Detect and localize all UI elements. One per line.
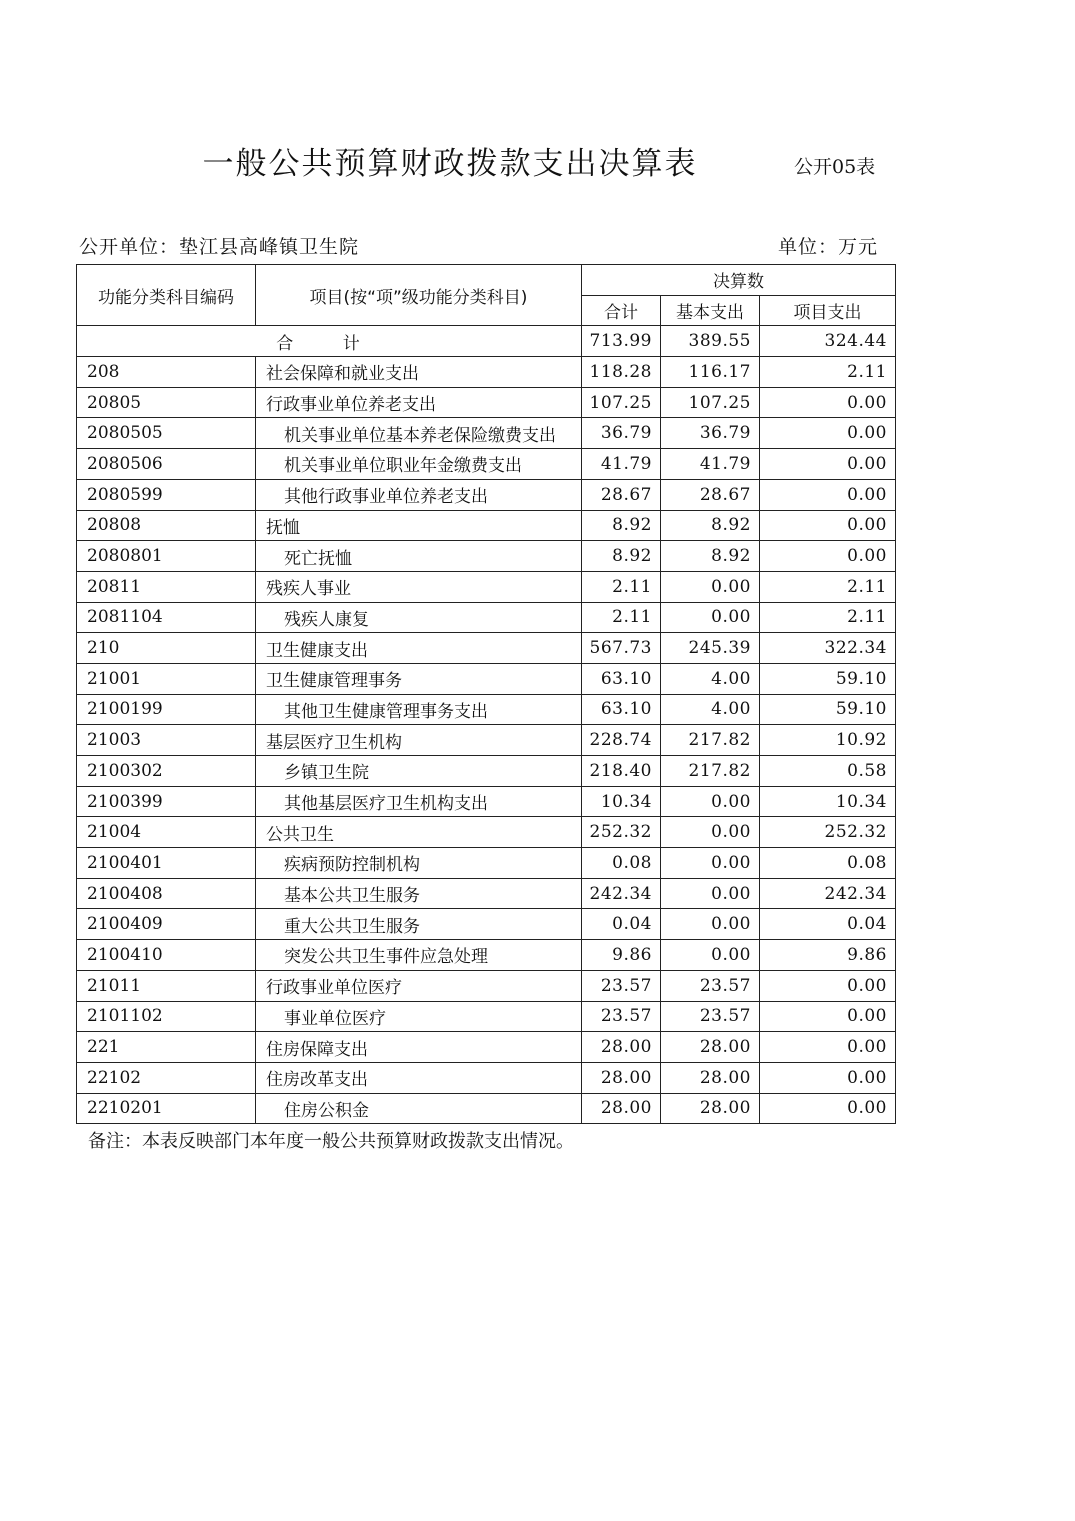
table-row — [77, 1032, 896, 1063]
row-name: 重大公共卫生服务 — [256, 909, 582, 940]
table-row — [77, 909, 896, 940]
row-code: 2100401 — [77, 848, 256, 879]
row-project: 2.11 — [760, 357, 896, 388]
row-total: 28.00 — [582, 1062, 661, 1093]
row-name: 行政事业单位养老支出 — [256, 387, 582, 418]
row-code: 2080506 — [77, 449, 256, 480]
row-basic: 0.00 — [661, 786, 760, 817]
row-total: 252.32 — [582, 817, 661, 848]
currency-unit: 单位：万元 — [778, 236, 879, 258]
row-name: 其他基层医疗卫生机构支出 — [256, 786, 582, 817]
row-code: 2081104 — [77, 602, 256, 633]
row-code: 21003 — [77, 725, 256, 756]
header-settlement: 决算数 — [582, 265, 896, 296]
row-total: 36.79 — [582, 418, 661, 449]
table-row — [77, 418, 896, 449]
row-basic: 217.82 — [661, 756, 760, 787]
row-code: 22102 — [77, 1062, 256, 1093]
row-name: 住房保障支出 — [256, 1032, 582, 1063]
row-total: 118.28 — [582, 357, 661, 388]
row-project: 322.34 — [760, 633, 896, 664]
row-code: 221 — [77, 1032, 256, 1063]
row-name: 疾病预防控制机构 — [256, 848, 582, 879]
row-project: 10.92 — [760, 725, 896, 756]
total-basic: 389.55 — [661, 326, 760, 357]
table-row — [77, 940, 896, 971]
table-row — [77, 479, 896, 510]
row-project: 0.00 — [760, 970, 896, 1001]
row-name: 卫生健康支出 — [256, 633, 582, 664]
row-basic: 28.67 — [661, 479, 760, 510]
row-total: 0.08 — [582, 848, 661, 879]
table-row — [77, 848, 896, 879]
row-code: 2080599 — [77, 479, 256, 510]
row-name: 基层医疗卫生机构 — [256, 725, 582, 756]
row-basic: 107.25 — [661, 387, 760, 418]
row-total: 28.67 — [582, 479, 661, 510]
total-total: 713.99 — [582, 326, 661, 357]
row-code: 21011 — [77, 970, 256, 1001]
row-basic: 28.00 — [661, 1093, 760, 1124]
table-row — [77, 387, 896, 418]
row-name: 残疾人事业 — [256, 571, 582, 602]
row-project: 0.58 — [760, 756, 896, 787]
row-code: 2100409 — [77, 909, 256, 940]
row-project: 0.00 — [760, 1093, 896, 1124]
header-basic: 基本支出 — [661, 295, 760, 326]
row-basic: 217.82 — [661, 725, 760, 756]
table-row — [77, 694, 896, 725]
reporting-unit: 公开单位：垫江县高峰镇卫生院 — [79, 236, 360, 258]
row-project: 252.32 — [760, 817, 896, 848]
table-row — [77, 1093, 896, 1124]
row-basic: 245.39 — [661, 633, 760, 664]
header-project: 项目支出 — [760, 295, 896, 326]
table-row — [77, 725, 896, 756]
row-total: 228.74 — [582, 725, 661, 756]
row-name: 其他卫生健康管理事务支出 — [256, 694, 582, 725]
row-basic: 28.00 — [661, 1062, 760, 1093]
total-project: 324.44 — [760, 326, 896, 357]
row-basic: 36.79 — [661, 418, 760, 449]
row-project: 59.10 — [760, 663, 896, 694]
table-row — [77, 571, 896, 602]
row-name: 住房改革支出 — [256, 1062, 582, 1093]
row-basic: 0.00 — [661, 940, 760, 971]
table-row — [77, 878, 896, 909]
row-basic: 0.00 — [661, 909, 760, 940]
row-name: 社会保障和就业支出 — [256, 357, 582, 388]
row-total: 28.00 — [582, 1032, 661, 1063]
row-name: 基本公共卫生服务 — [256, 878, 582, 909]
row-project: 59.10 — [760, 694, 896, 725]
row-total: 23.57 — [582, 1001, 661, 1032]
row-name: 机关事业单位职业年金缴费支出 — [256, 449, 582, 480]
table-row — [77, 357, 896, 388]
row-name: 公共卫生 — [256, 817, 582, 848]
expenditure-table — [76, 264, 896, 1124]
row-project: 2.11 — [760, 602, 896, 633]
row-code: 2080505 — [77, 418, 256, 449]
row-basic: 23.57 — [661, 1001, 760, 1032]
row-basic: 116.17 — [661, 357, 760, 388]
row-total: 23.57 — [582, 970, 661, 1001]
row-code: 21004 — [77, 817, 256, 848]
total-row — [77, 326, 896, 357]
row-total: 28.00 — [582, 1093, 661, 1124]
row-project: 0.00 — [760, 1032, 896, 1063]
row-project: 0.00 — [760, 1062, 896, 1093]
row-name: 行政事业单位医疗 — [256, 970, 582, 1001]
row-code: 20805 — [77, 387, 256, 418]
row-basic: 0.00 — [661, 817, 760, 848]
table-row — [77, 449, 896, 480]
row-project: 10.34 — [760, 786, 896, 817]
table-row — [77, 1062, 896, 1093]
header-total: 合计 — [582, 295, 661, 326]
row-code: 2080801 — [77, 541, 256, 572]
row-basic: 0.00 — [661, 848, 760, 879]
table-row — [77, 756, 896, 787]
row-total: 10.34 — [582, 786, 661, 817]
row-total: 242.34 — [582, 878, 661, 909]
row-code: 20808 — [77, 510, 256, 541]
table-row — [77, 817, 896, 848]
row-basic: 0.00 — [661, 571, 760, 602]
header-name: 项目(按“项”级功能分类科目) — [256, 265, 582, 326]
row-name: 其他行政事业单位养老支出 — [256, 479, 582, 510]
row-basic: 41.79 — [661, 449, 760, 480]
table-row — [77, 663, 896, 694]
row-code: 208 — [77, 357, 256, 388]
row-project: 242.34 — [760, 878, 896, 909]
row-project: 0.00 — [760, 541, 896, 572]
row-basic: 8.92 — [661, 541, 760, 572]
table-row — [77, 633, 896, 664]
footnote: 备注：本表反映部门本年度一般公共预算财政拨款支出情况。 — [88, 1131, 574, 1152]
row-project: 0.08 — [760, 848, 896, 879]
row-code: 2100410 — [77, 940, 256, 971]
table-row — [77, 541, 896, 572]
row-basic: 4.00 — [661, 663, 760, 694]
row-total: 8.92 — [582, 541, 661, 572]
row-code: 2100399 — [77, 786, 256, 817]
row-total: 567.73 — [582, 633, 661, 664]
row-project: 0.00 — [760, 449, 896, 480]
row-total: 2.11 — [582, 602, 661, 633]
row-code: 20811 — [77, 571, 256, 602]
table-row — [77, 970, 896, 1001]
header-row-1 — [77, 265, 896, 296]
row-project: 0.00 — [760, 418, 896, 449]
row-total: 218.40 — [582, 756, 661, 787]
row-name: 卫生健康管理事务 — [256, 663, 582, 694]
row-name: 乡镇卫生院 — [256, 756, 582, 787]
row-total: 41.79 — [582, 449, 661, 480]
row-project: 0.00 — [760, 387, 896, 418]
row-name: 机关事业单位基本养老保险缴费支出 — [256, 418, 582, 449]
page-title: 一般公共预算财政拨款支出决算表 — [202, 146, 698, 182]
row-code: 2100408 — [77, 878, 256, 909]
row-basic: 8.92 — [661, 510, 760, 541]
row-code: 2100302 — [77, 756, 256, 787]
row-total: 0.04 — [582, 909, 661, 940]
row-total: 63.10 — [582, 694, 661, 725]
row-project: 0.00 — [760, 479, 896, 510]
row-total: 8.92 — [582, 510, 661, 541]
row-name: 突发公共卫生事件应急处理 — [256, 940, 582, 971]
row-basic: 23.57 — [661, 970, 760, 1001]
row-code: 210 — [77, 633, 256, 664]
total-label: 合 计 — [77, 326, 582, 357]
form-number: 公开05表 — [794, 156, 876, 178]
row-project: 2.11 — [760, 571, 896, 602]
table-row — [77, 510, 896, 541]
table-row — [77, 1001, 896, 1032]
row-code: 2101102 — [77, 1001, 256, 1032]
row-basic: 28.00 — [661, 1032, 760, 1063]
row-total: 2.11 — [582, 571, 661, 602]
row-basic: 0.00 — [661, 878, 760, 909]
table-row — [77, 602, 896, 633]
row-code: 2210201 — [77, 1093, 256, 1124]
row-code: 21001 — [77, 663, 256, 694]
row-name: 死亡抚恤 — [256, 541, 582, 572]
row-project: 0.00 — [760, 1001, 896, 1032]
row-project: 0.00 — [760, 510, 896, 541]
row-project: 0.04 — [760, 909, 896, 940]
row-total: 9.86 — [582, 940, 661, 971]
row-code: 2100199 — [77, 694, 256, 725]
header-code: 功能分类科目编码 — [77, 265, 256, 326]
row-total: 107.25 — [582, 387, 661, 418]
row-name: 抚恤 — [256, 510, 582, 541]
row-total: 63.10 — [582, 663, 661, 694]
row-basic: 4.00 — [661, 694, 760, 725]
row-name: 住房公积金 — [256, 1093, 582, 1124]
row-name: 事业单位医疗 — [256, 1001, 582, 1032]
row-name: 残疾人康复 — [256, 602, 582, 633]
row-basic: 0.00 — [661, 602, 760, 633]
row-project: 9.86 — [760, 940, 896, 971]
table-row — [77, 786, 896, 817]
